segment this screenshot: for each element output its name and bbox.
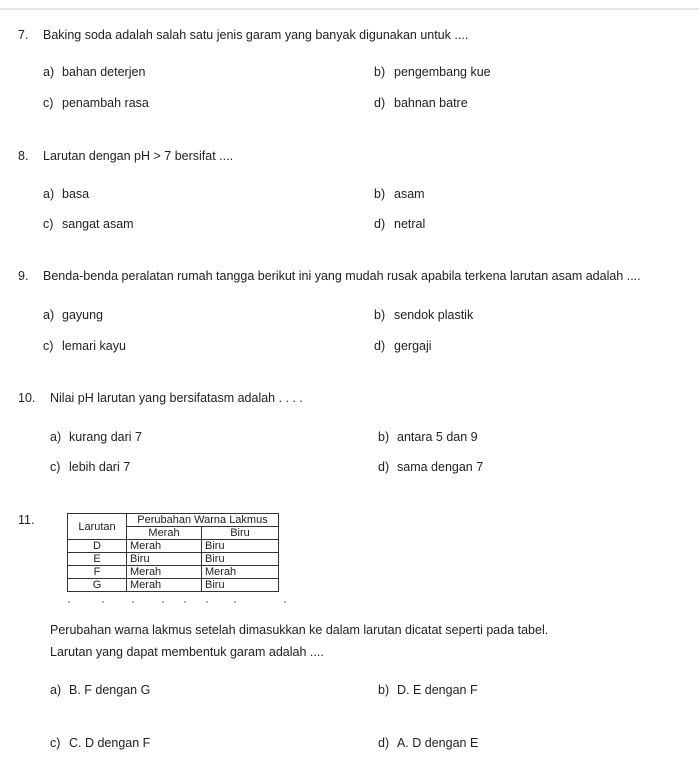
option-text: sendok plastik: [394, 308, 474, 322]
question-8-number: 8.: [18, 149, 29, 163]
option-text: antara 5 dan 9: [397, 430, 478, 444]
cell-larutan: F: [68, 566, 127, 579]
cell-merah: Merah: [127, 566, 202, 579]
option-text: sangat asam: [62, 217, 134, 231]
option-label: d): [378, 736, 390, 750]
option-text: sama dengan 7: [397, 460, 484, 474]
question-10-text: Nilai pH larutan yang bersifatasm adalah . . . .: [50, 391, 303, 405]
cell-biru: Biru: [202, 579, 279, 592]
option-label: c): [43, 339, 54, 353]
option-label: d): [374, 339, 386, 353]
option-text: C. D dengan F: [69, 736, 151, 750]
table-header-group: Perubahan Warna Lakmus: [127, 514, 279, 527]
option-label: d): [378, 460, 390, 474]
question-8-text: Larutan dengan pH > 7 bersifat ....: [43, 149, 234, 163]
option-text: netral: [394, 217, 426, 231]
option-text: lebih dari 7: [69, 460, 131, 474]
table-header-biru: Biru: [202, 527, 279, 540]
cell-merah: Merah: [127, 579, 202, 592]
cell-larutan: E: [68, 553, 127, 566]
option-label: b): [374, 187, 386, 201]
option-label: a): [50, 683, 62, 697]
table-row: [68, 553, 279, 566]
option-label: a): [50, 430, 62, 444]
table-header-merah: Merah: [127, 527, 202, 540]
cell-biru: Biru: [202, 553, 279, 566]
option-text: lemari kayu: [62, 339, 126, 353]
table-row: [68, 579, 279, 592]
question-11-text: Perubahan warna lakmus setelah dimasukkan ke dalam larutan dicatat seperti pada tabel.: [50, 623, 549, 637]
option-text: D. E dengan F: [397, 683, 478, 697]
litmus-table: [67, 513, 279, 592]
option-label: b): [378, 683, 390, 697]
option-label: b): [374, 65, 386, 79]
cell-merah: Biru: [127, 553, 202, 566]
question-7-number: 7.: [18, 28, 29, 42]
option-text: pengembang kue: [394, 65, 491, 79]
table-header-larutan: Larutan: [68, 514, 127, 540]
option-label: c): [50, 460, 61, 474]
top-divider: [0, 8, 699, 10]
cell-biru: Biru: [202, 540, 279, 553]
option-text: asam: [394, 187, 425, 201]
option-text: bahnan batre: [394, 96, 468, 110]
option-text: gergaji: [394, 339, 432, 353]
option-label: c): [43, 217, 54, 231]
option-text: basa: [62, 187, 90, 201]
question-11-number: 11.: [18, 513, 35, 527]
question-11-text-2: Larutan yang dapat membentuk garam adalah ....: [50, 645, 324, 659]
cell-larutan: G: [68, 579, 127, 592]
option-text: A. D dengan E: [397, 736, 479, 750]
option-label: a): [43, 308, 55, 322]
option-label: a): [43, 187, 55, 201]
question-9-text: Benda-benda peralatan rumah tangga berikut ini yang mudah rusak apabila terkena larutan asam adalah ....: [43, 269, 641, 283]
option-label: c): [43, 96, 54, 110]
option-text: penambah rasa: [62, 96, 149, 110]
cell-larutan: D: [68, 540, 127, 553]
option-label: d): [374, 96, 386, 110]
option-label: a): [43, 65, 55, 79]
question-7-text: Baking soda adalah salah satu jenis garam yang banyak digunakan untuk ....: [43, 28, 469, 42]
option-text: kurang dari 7: [69, 430, 142, 444]
cell-biru: Merah: [202, 566, 279, 579]
table-row: [68, 566, 279, 579]
scan-artifact-dots: [67, 600, 287, 604]
table-row: [68, 540, 279, 553]
option-text: gayung: [62, 308, 104, 322]
option-label: b): [374, 308, 386, 322]
cell-merah: Merah: [127, 540, 202, 553]
question-10-number: 10.: [18, 391, 36, 405]
option-label: b): [378, 430, 390, 444]
option-label: c): [50, 736, 61, 750]
option-text: B. F dengan G: [69, 683, 151, 697]
option-label: d): [374, 217, 386, 231]
option-text: bahan deterjen: [62, 65, 146, 79]
question-9-number: 9.: [18, 269, 29, 283]
